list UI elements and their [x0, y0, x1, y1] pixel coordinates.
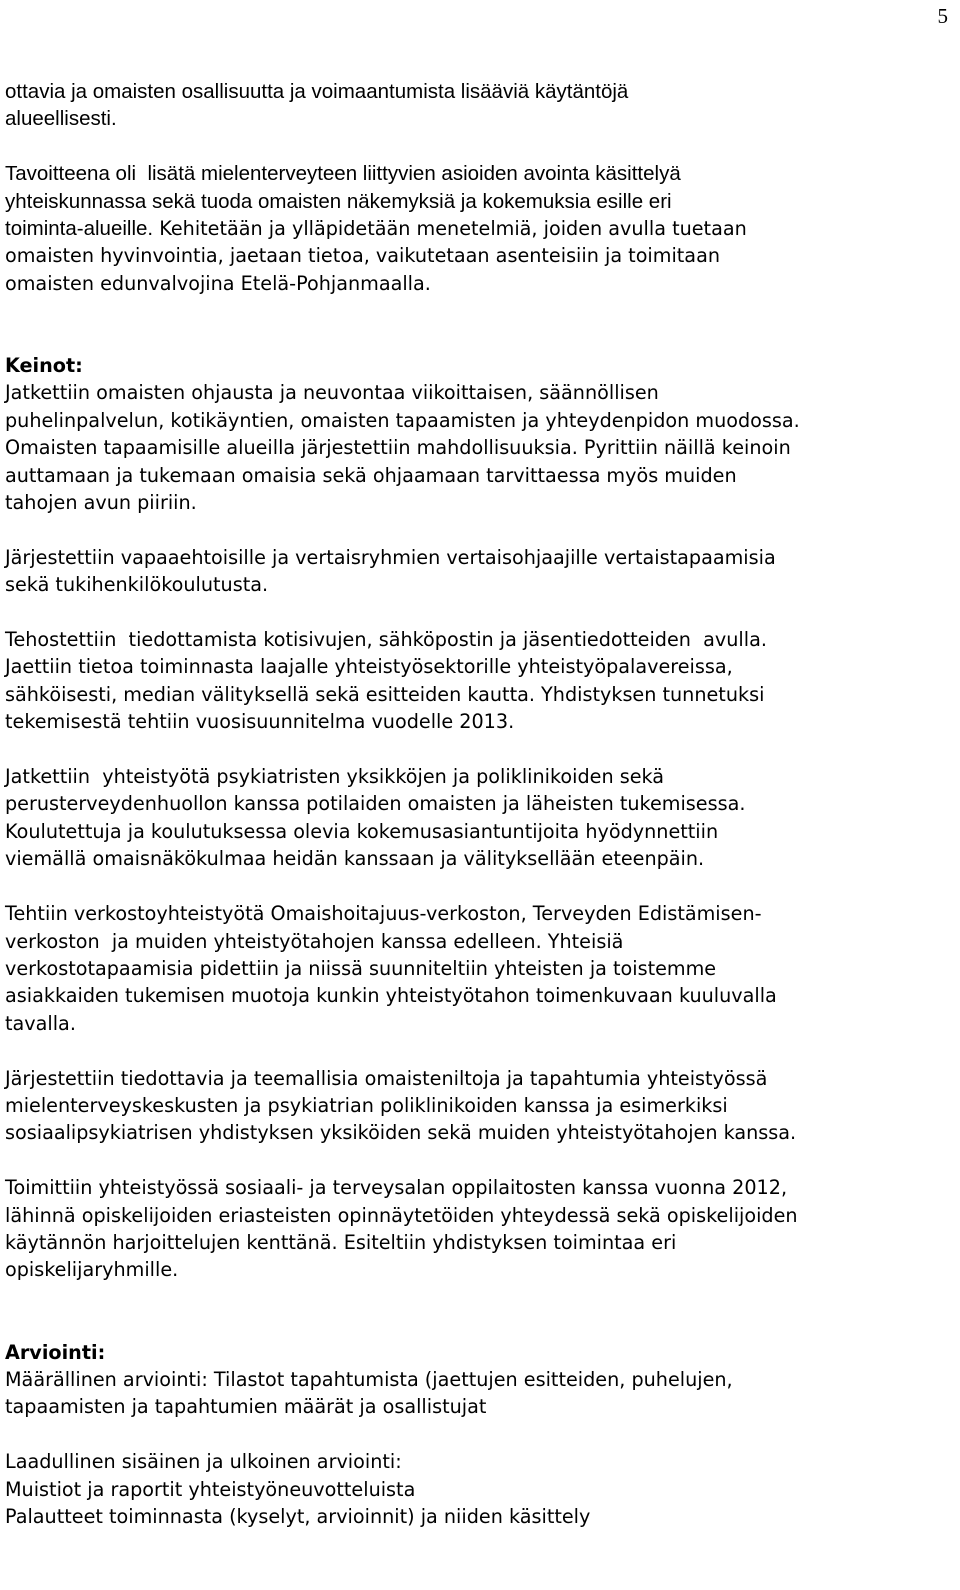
text-line: tahojen avun piiriin. — [5, 491, 197, 515]
text-line: Jatkettiin yhteistyötä psykiatristen yksikköjen ja poliklinikoiden sekä — [5, 765, 665, 789]
text-line: asiakkaiden tukemisen muotoja kunkin yhteistyötahon toimenkuvaan kuuluvalla — [5, 984, 777, 1008]
paragraph — [5, 1448, 955, 1530]
section-heading: Arviointi: — [5, 1340, 106, 1364]
text-line: sekä tukihenkilökoulutusta. — [5, 573, 269, 597]
text-run: Kehitetään ja ylläpidetään menetelmiä, joiden avulla tuetaan — [153, 217, 747, 241]
text-run: toiminta-alueille. — [5, 217, 154, 241]
page-number: 5 — [937, 4, 948, 28]
section-heading: Keinot: — [5, 354, 83, 378]
text-line: omaisten hyvinvointia, jaetaan tietoa, vaikutetaan asenteisiin ja toimitaan — [5, 244, 720, 268]
paragraph — [5, 763, 955, 873]
text-line: opiskelijaryhmille. — [5, 1258, 179, 1282]
document-body — [5, 78, 955, 1530]
text-line: käytännön harjoittelujen kenttänä. Esiteltiin yhdistyksen toimintaa eri — [5, 1230, 677, 1254]
text-line: Koulutettuja ja koulutuksessa olevia kokemusasiantuntijoita hyödynnettiin — [5, 819, 719, 843]
text-line: Jaettiin tietoa toiminnasta laajalle yhteistyösektorille yhteistyöpalavereissa, — [5, 655, 733, 679]
arviointi-section — [5, 1339, 955, 1531]
text-line: Tavoitteena oli lisätä mielenterveyteen liittyvien asioiden avointa käsittelyä — [5, 162, 681, 186]
text-line: omaisten edunvalvojina Etelä-Pohjanmaalla. — [5, 271, 431, 295]
paragraph — [5, 544, 955, 599]
paragraph — [5, 900, 955, 1037]
text-line: verkoston ja muiden yhteistyötahojen kanssa edelleen. Yhteisiä — [5, 929, 624, 953]
paragraph — [5, 379, 955, 516]
paragraph — [5, 1366, 955, 1421]
goal-paragraph — [5, 160, 955, 297]
paragraph — [5, 626, 955, 736]
text-line: viemällä omaisnäkökulmaa heidän kanssaan ja välityksellään eteenpäin. — [5, 847, 705, 871]
intro-paragraph — [5, 78, 955, 133]
text-line: ottavia ja omaisten osallisuutta ja voimaantumista lisääviä käytäntöjä — [5, 80, 629, 103]
text-line: tapaamisten ja tapahtumien määrät ja osallistujat — [5, 1395, 487, 1419]
text-line: yhteiskunnassa sekä tuoda omaisten näkemyksiä ja kokemuksia esille eri — [5, 189, 672, 213]
text-line: auttamaan ja tukemaan omaisia sekä ohjaamaan tarvittaessa myös muiden — [5, 463, 737, 487]
text-line: Järjestettiin vapaaehtoisille ja vertaisryhmien vertaisohjaajille vertaistapaamisia — [5, 545, 776, 569]
text-line: lähinnä opiskelijoiden eriasteisten opinnäytetöiden yhteydessä sekä opiskelijoiden — [5, 1203, 798, 1227]
text-line: tavalla. — [5, 1011, 76, 1035]
text-line: sosiaalipsykiatrisen yhdistyksen yksiköiden sekä muiden yhteistyötahojen kanssa. — [5, 1121, 797, 1145]
text-line: alueellisesti. — [5, 107, 117, 131]
text-line: Tehtiin verkostoyhteistyötä Omaishoitajuus-verkoston, Terveyden Edistämisen- — [5, 902, 762, 926]
paragraph — [5, 1065, 955, 1147]
text-line: tekemisestä tehtiin vuosisuunnitelma vuodelle 2013. — [5, 710, 515, 734]
text-line: Omaisten tapaamisille alueilla järjestettiin mahdollisuuksia. Pyrittiin näillä keinoin — [5, 436, 791, 460]
paragraph — [5, 1174, 955, 1284]
text-line: Määrällinen arviointi: Tilastot tapahtumista (jaettujen esitteiden, puhelujen, — [5, 1367, 733, 1391]
text-line: Järjestettiin tiedottavia ja teemallisia omaisteniltoja ja tapahtumia yhteistyössä — [5, 1066, 768, 1090]
text-line: verkostotapaamisia pidettiin ja niissä suunniteltiin yhteisten ja toistemme — [5, 956, 717, 980]
text-line: Muistiot ja raportit yhteistyöneuvotteluista — [5, 1477, 416, 1501]
text-line: Palautteet toiminnasta (kyselyt, arvioinnit) ja niiden käsittely — [5, 1504, 591, 1528]
text-line: perusterveydenhuollon kanssa potilaiden omaisten ja läheisten tukemisessa. — [5, 792, 746, 816]
text-line: puhelinpalvelun, kotikäyntien, omaisten tapaamisten ja yhteydenpidon muodossa. — [5, 408, 800, 432]
keinot-section — [5, 352, 955, 1284]
text-line: Jatkettiin omaisten ohjausta ja neuvontaa viikoittaisen, säännöllisen — [5, 381, 659, 405]
text-line: mielenterveyskeskusten ja psykiatrian poliklinikoiden kanssa ja esimerkiksi — [5, 1093, 728, 1117]
text-line: sähköisesti, median välityksellä sekä esitteiden kautta. Yhdistyksen tunnetuksi — [5, 682, 765, 706]
text-line: Tehostettiin tiedottamista kotisivujen, sähköpostin ja jäsentiedotteiden avulla. — [5, 628, 767, 652]
text-line: Toimittiin yhteistyössä sosiaali- ja terveysalan oppilaitosten kanssa vuonna 2012, — [5, 1176, 788, 1200]
text-line: Laadullinen sisäinen ja ulkoinen arviointi: — [5, 1450, 402, 1474]
text-line — [5, 215, 955, 242]
